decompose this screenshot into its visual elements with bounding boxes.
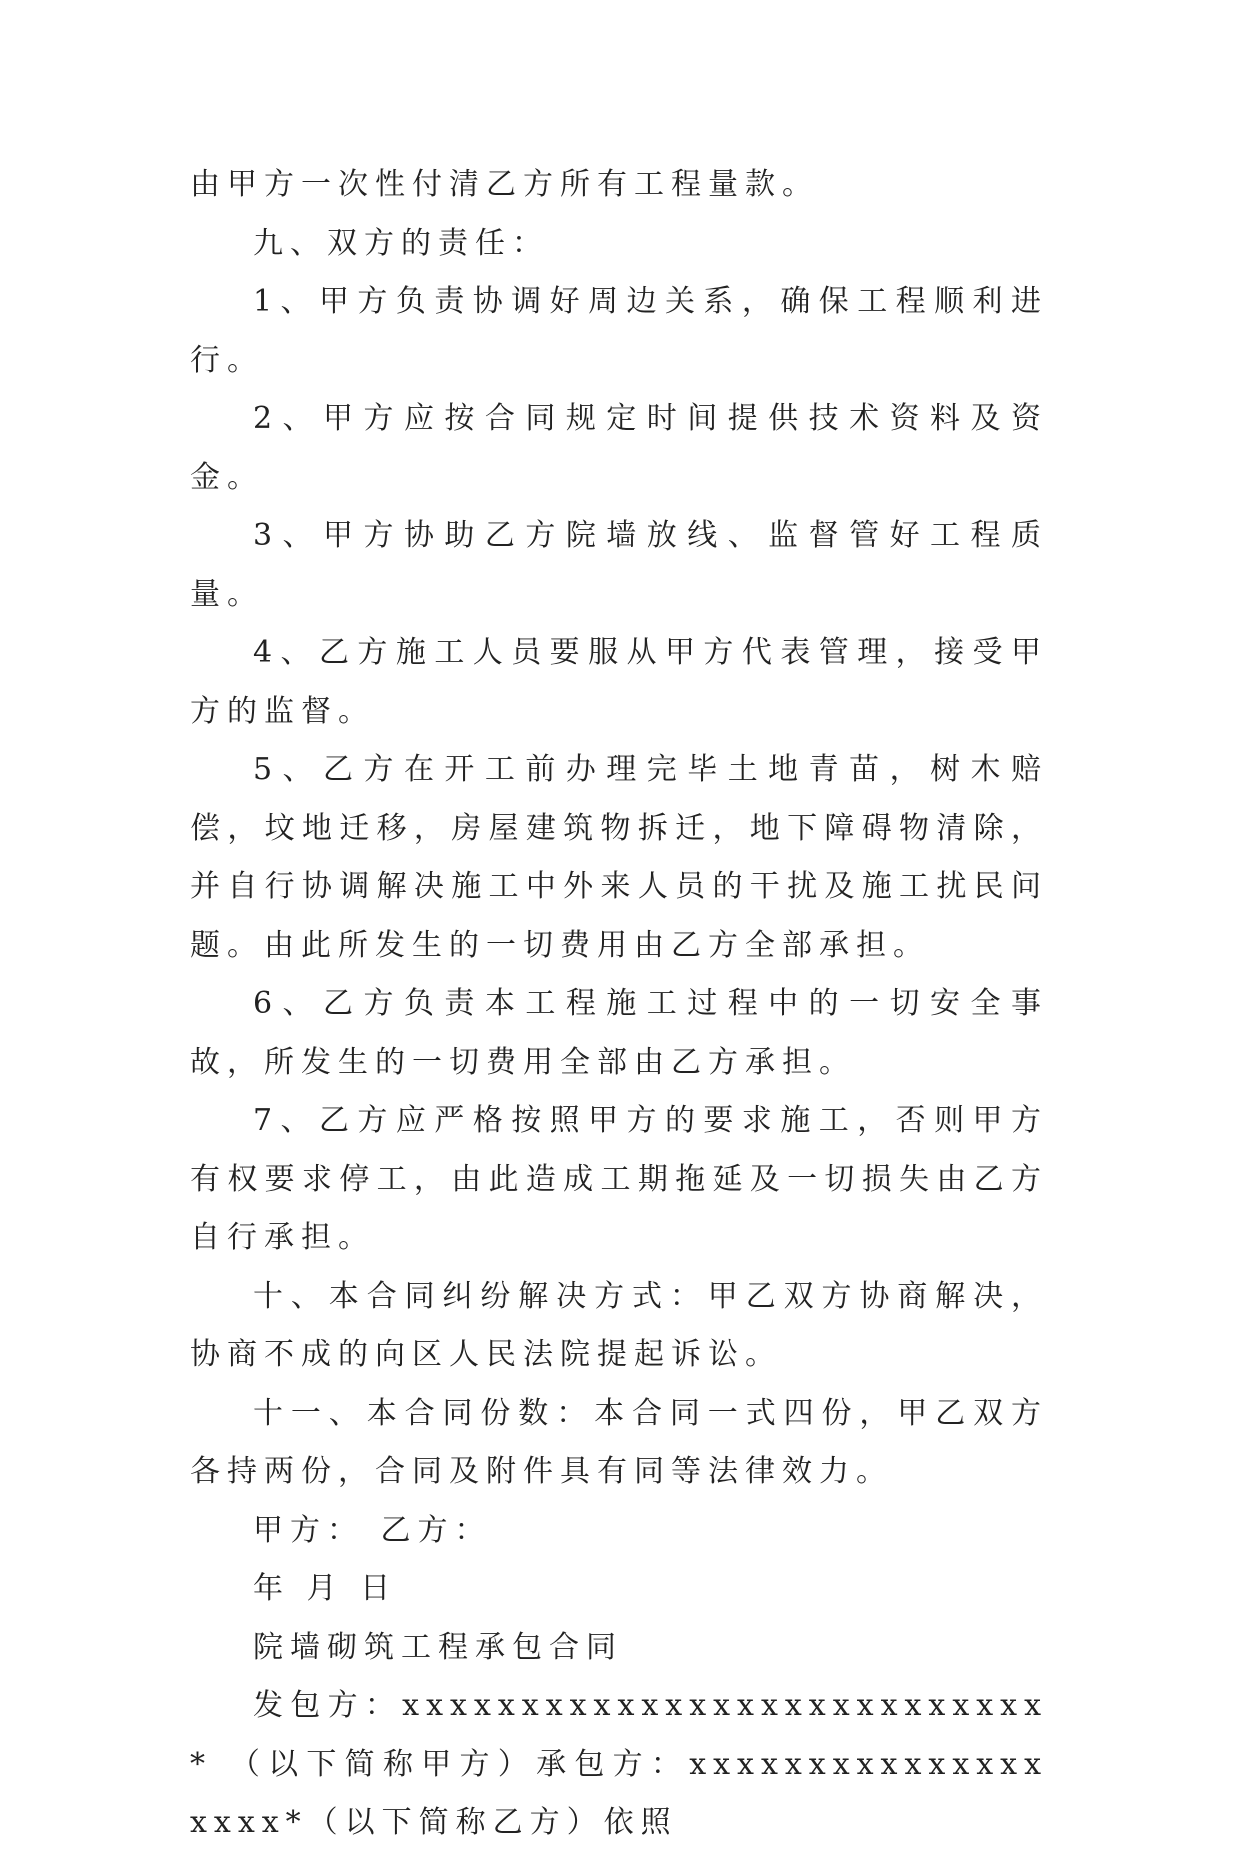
clause-3: 3、甲方协助乙方院墙放线、监督管好工程质量。 [190, 518, 1048, 612]
document-body [190, 156, 1048, 1853]
clause-2: 2、甲方应按合同规定时间提供技术资料及资金。 [190, 401, 1048, 495]
clause-4: 4、乙方施工人员要服从甲方代表管理，接受甲方的监督。 [190, 635, 1048, 729]
dispute-resolution-clause: 十、本合同纠纷解决方式：甲乙双方协商解决，协商不成的向区人民法院提起诉讼。 [190, 1278, 1048, 1372]
contract-title: 院墙砌筑工程承包合同 [253, 1629, 623, 1665]
clause-1: 1、甲方负责协调好周边关系，确保工程顺利进行。 [190, 284, 1048, 378]
parties-paragraph: 发包方：xxxxxxxxxxxxxxxxxxxxxxxxxxx* （以下简称甲方）承包方：xxxxxxxxxxxxxxxxxxx*（以下简称乙方）依照 [190, 1688, 1048, 1840]
signature-line: 甲方： 乙方： [253, 1512, 492, 1548]
date-line: 年 月 日 [253, 1571, 398, 1606]
clause-5: 5、乙方在开工前办理完毕土地青苗，树木赔偿，坟地迁移，房屋建筑物拆迁，地下障碍物清除，并自行协调解决施工中外来人员的干扰及施工扰民问题。由此所发生的一切费用由乙方全部承担。 [190, 752, 1048, 963]
clause-6: 6、乙方负责本工程施工过程中的一切安全事故，所发生的一切费用全部由乙方承担。 [190, 986, 1048, 1080]
copies-clause: 十一、本合同份数：本合同一式四份，甲乙双方各持两份，合同及附件具有同等法律效力。 [190, 1395, 1048, 1489]
paragraph-payment-settlement: 由甲方一次性付清乙方所有工程量款。 [190, 167, 819, 202]
clause-7: 7、乙方应严格按照甲方的要求施工，否则甲方有权要求停工，由此造成工期拖延及一切损失由乙方自行承担。 [190, 1103, 1048, 1255]
heading-responsibilities: 九、双方的责任： [253, 225, 549, 261]
